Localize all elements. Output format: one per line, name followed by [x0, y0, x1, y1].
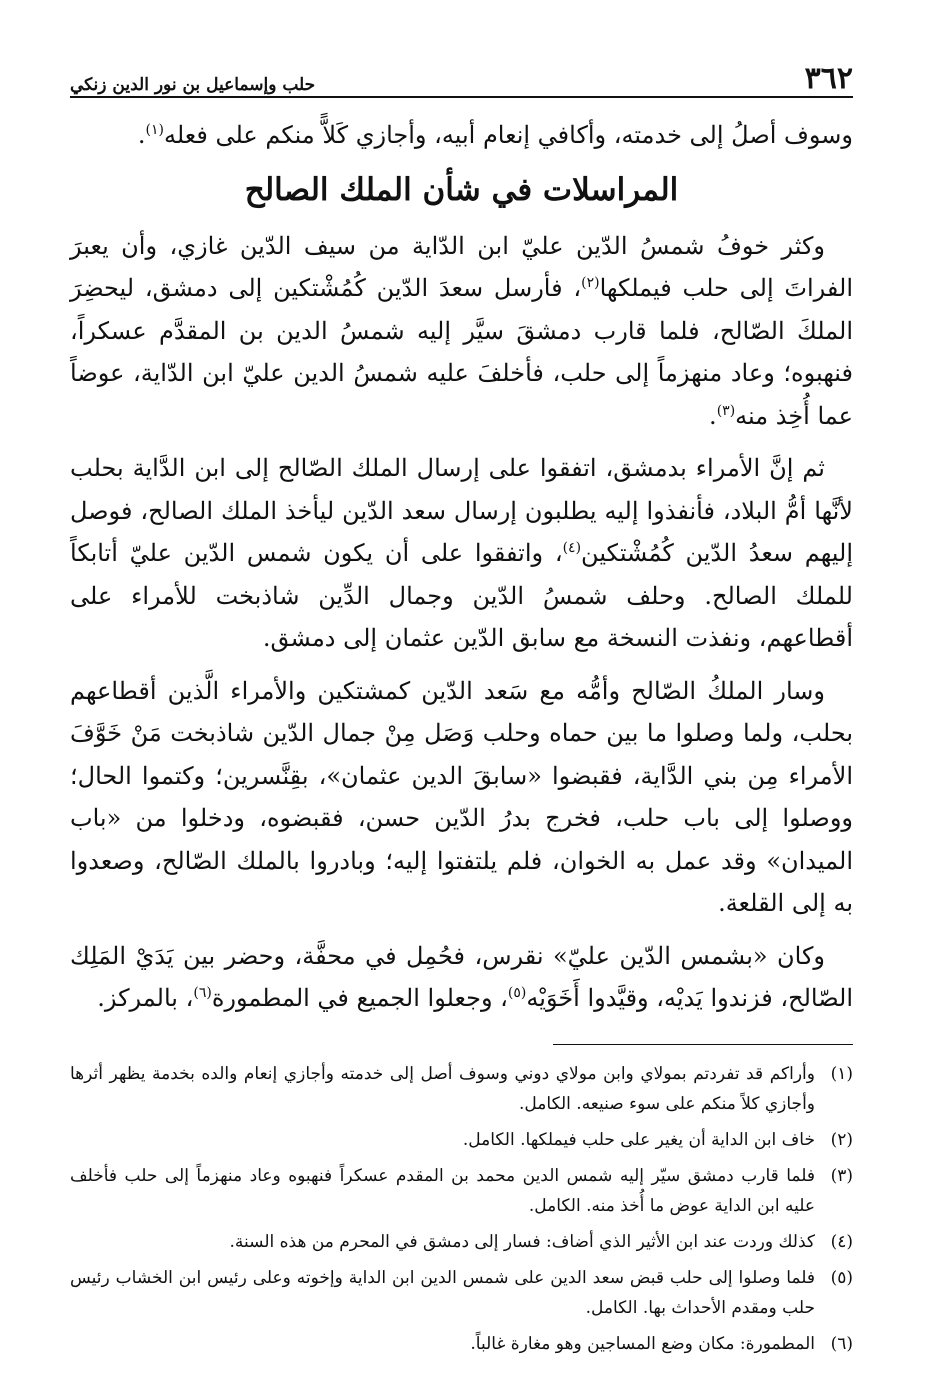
footnote-text: خاف ابن الداية أن يغير على حلب فيملكها. الكامل.: [462, 1129, 815, 1150]
paragraph-continued: [70, 114, 853, 157]
footnote-reference[interactable]: (٢): [581, 275, 600, 291]
footnote-number: (٦): [830, 1333, 853, 1354]
paragraph: [70, 225, 853, 438]
footnote-text: فلما قارب دمشق سيّر إليه شمس الدين محمد بن المقدم عسكراً فنهبوه وعاد منهزماً إلى حلب فأخلف عليه ابن الداية عوض ما أُخذ منه. الكامل.: [70, 1165, 815, 1216]
footnote: [70, 1059, 853, 1119]
footnote-reference[interactable]: (٤): [562, 540, 582, 556]
footnote-text: فلما وصلوا إلى حلب قبض سعد الدين على شمس الدين ابن الداية وإخوته وعلى رئيس ابن الخشاب رئيس حلب ومقدم الأحداث بها. الكامل.: [70, 1267, 815, 1318]
footnote: [70, 1329, 853, 1359]
section-heading: المراسلات في شأن الملك الصالح: [244, 171, 679, 208]
paragraph-text-end: .: [709, 401, 717, 430]
paragraph-text: ، فأرسل سعدَ الدّين كُمُشْتكين إلى دمشق، ليحضِرَ الملكَ الصّالح، فلما قارب دمشقَ سيَّر إليه شمسُ الدين بن المقدَّم عسكراً، فنهبوه؛ وعاد منهزماً إلى حلب، فأخلفَ عليه شمسُ الدين عليّ ابن الدّاية، عوضاً عما أُخِذ منه: [70, 274, 853, 430]
paragraph-text: ثم إنَّ الأمراء بدمشق، اتفقوا على إرسال الملك الصّالح إلى ابن الدَّاية بحلب لأنَّها أمُّ البلاد، فأنفذوا إليه يطلبون إرسال سعد الدّين ليأخذ الملك الصالح، فوصل إليهم سعدُ الدّين كُمُشْتكين: [70, 454, 853, 567]
footnote: [70, 1161, 853, 1221]
footnotes: [70, 1059, 853, 1359]
footnote-text: كذلك وردت عند ابن الأثير الذي أضاف: فسار إلى دمشق في المحرم من هذه السنة.: [229, 1231, 815, 1252]
footnote-text: المطمورة: مكان وضع المساجين وهو مغارة غالباً.: [470, 1333, 815, 1354]
paragraph-text: ، واتفقوا على أن يكون شمس الدّين عليّ أتابكاً للملك الصالح. وحلف شمسُ الدّين وجمال الدِّين شاذبخت للأمراء على أقطاعهم، ونفذت النسخة مع سابق الدّين عثمان إلى دمشق.: [70, 539, 853, 652]
paragraph-text-end: ، بالمركز.: [97, 984, 194, 1012]
footnote: [70, 1125, 853, 1155]
footnote-reference[interactable]: (١): [145, 122, 164, 138]
footnote-number: (١): [830, 1063, 853, 1084]
footnote: [70, 1263, 853, 1323]
paragraph: [70, 447, 853, 660]
footnote-reference[interactable]: (٦): [193, 985, 212, 1001]
running-header-title: حلب وإسماعيل بن نور الدين زنكي: [70, 75, 316, 95]
paragraph-text: ، وجعلوا الجميع في المطمورة: [211, 984, 508, 1012]
footnote: [70, 1227, 853, 1257]
footnote-number: (٥): [830, 1267, 853, 1288]
footnote-number: (٣): [830, 1165, 853, 1186]
footnote-divider: [553, 1044, 853, 1045]
paragraph-text: وكان «بشمس الدّين عليّ» نقرس، فحُمِل في محفَّة، وحضر بين يَدَيْ المَلِك الصّالح، فزندوا يَديْه، وقيَّدوا أَخَوَيْه: [70, 941, 853, 1012]
footnote-reference[interactable]: (٣): [716, 402, 736, 419]
paragraph-text: وسوف أصلُ إلى خدمته، وأكافي إنعام أبيه، وأجازي كَلاًّ منكم على فعله: [163, 121, 853, 149]
footnote-number: (٢): [830, 1129, 853, 1150]
footnote-text: وأراكم قد تفردتم بمولاي وابن مولاي دوني وسوف أصل إلى خدمته وأجازي إنعام والده بخدمة يظهر أثرها وأجازي كلاً منكم على سوء صنيعه. الكامل.: [70, 1063, 815, 1114]
main-text: [70, 114, 853, 1020]
page-number: ٣٦٢: [804, 61, 853, 96]
footnote-number: (٤): [830, 1231, 853, 1252]
running-header: [70, 54, 853, 98]
paragraph-text-end: .: [137, 121, 146, 149]
paragraph: وسار الملكُ الصّالح وأمُّه مع سَعد الدّين كمشتكين والأمراء الَّذين أقطاعهم بحلب، ولما وصلوا ما بين حماه وحلب وَصَل مِنْ جمال الدّين شاذبخت مَنْ خَوَّفَ الأمراء مِن بني الدَّاية، فقبضوا «سابقَ الدين عثمان»، بقِنَّسرين؛ وكتموا الحال؛ ووصلوا إلى باب حلب، فخرج بدرُ الدّين حسن، فقبضوه، ودخلوا من «باب الميدان» وقد عمل به الخوان، فلم يلتفتوا إليه؛ وبادروا بالملك الصّالح، وصعدوا به إلى القلعة.: [70, 676, 854, 917]
paragraph-text: وكثر خوفُ شمسُ الدّين عليّ ابن الدّاية من سيف الدّين غازي، وأن يعبرَ الفراتَ إلى حلب فيملكها: [70, 231, 853, 302]
footnote-reference[interactable]: (٥): [507, 985, 527, 1001]
paragraph: [70, 935, 853, 1020]
